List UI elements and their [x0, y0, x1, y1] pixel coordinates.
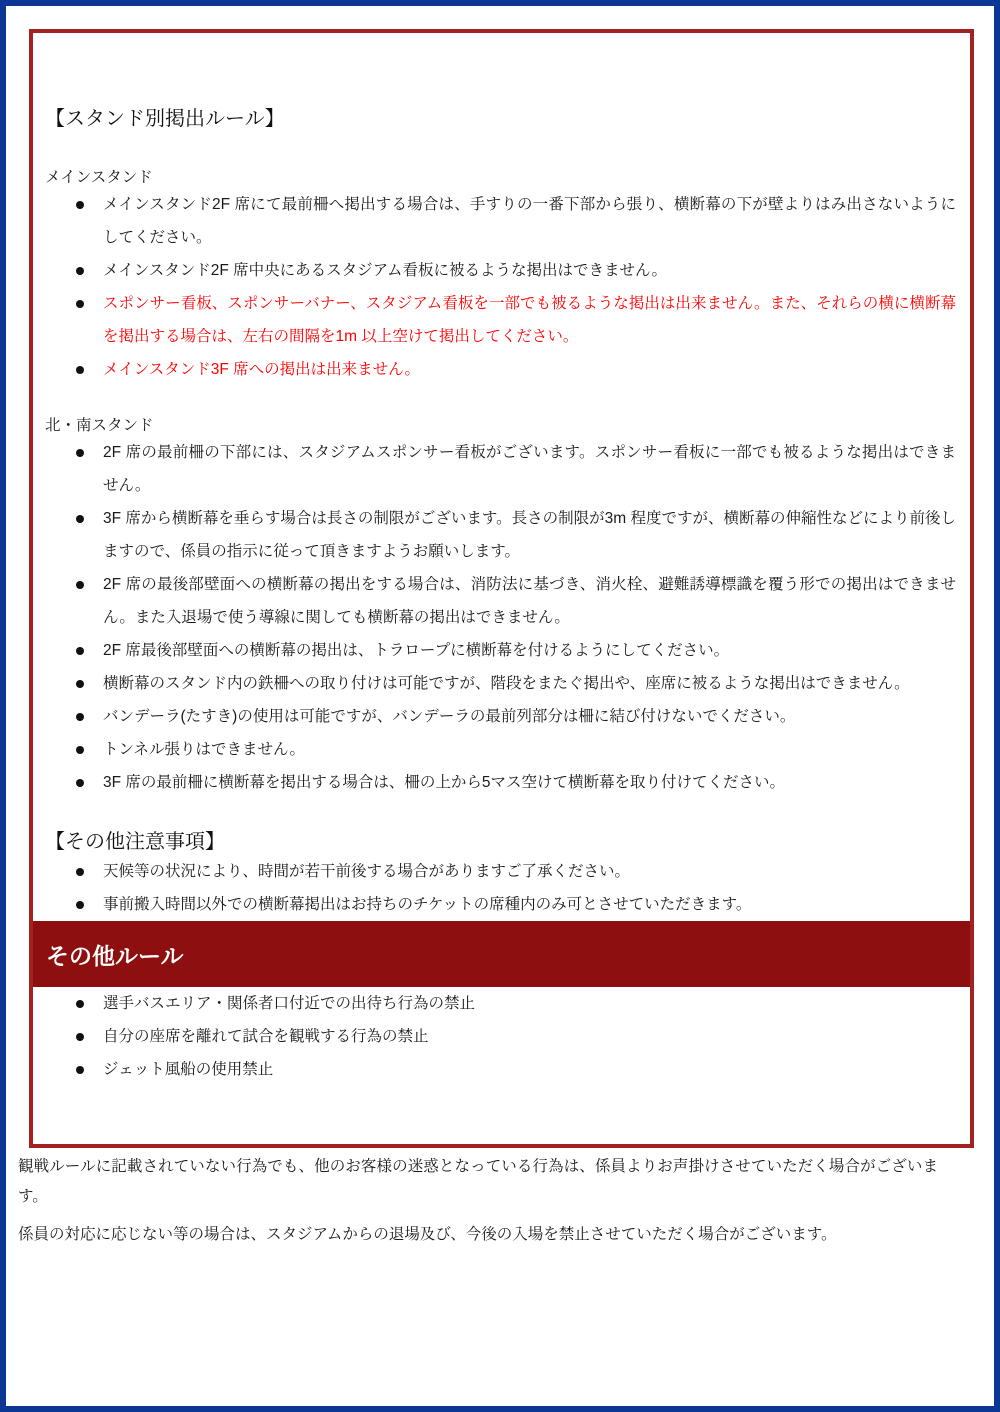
rule-text: バンデーラ(たすき)の使用は可能ですが、バンデーラの最前列部分は柵に結び付けないでください。 — [103, 708, 796, 725]
bullet-icon — [76, 1066, 84, 1074]
bullet-icon — [76, 515, 84, 523]
rule-text: トンネル張りはできません。 — [103, 741, 305, 758]
rule-text: メインスタンド3F 席への掲出は出来ません。 — [103, 361, 421, 378]
rule-item — [33, 855, 956, 888]
bullet-icon — [76, 647, 84, 655]
rule-item — [33, 987, 956, 1020]
rule-item — [33, 502, 956, 568]
main-stand-list — [33, 188, 970, 386]
rule-item — [33, 254, 956, 287]
rule-item — [33, 634, 956, 667]
footer-notes — [18, 1152, 938, 1250]
bullet-icon — [76, 868, 84, 876]
other-notes-list — [33, 855, 970, 921]
rule-item — [33, 188, 956, 254]
rule-text: 2F 席の最前柵の下部には、スタジアムスポンサー看板がございます。スポンサー看板に一部でも被るような掲出はできません。 — [103, 444, 956, 494]
rule-item — [33, 1020, 956, 1053]
rule-text: 横断幕のスタンド内の鉄柵への取り付けは可能ですが、階段をまたぐ掲出や、座席に被るような掲出はできません。 — [103, 675, 910, 692]
rule-item — [33, 766, 956, 799]
rules-box — [29, 29, 974, 1148]
footer-paragraph: 観戦ルールに記載されていない行為でも、他のお客様の迷惑となっている行為は、係員よりお声掛けさせていただく場合がございます。 — [18, 1158, 938, 1205]
rule-text: スポンサー看板、スポンサーバナー、スタジアム看板を一部でも被るような掲出は出来ません。また、それらの横に横断幕を掲出する場合は、左右の間隔を1m 以上空けて掲出してください。 — [103, 295, 956, 345]
rule-item — [33, 353, 956, 386]
rule-text: 事前搬入時間以外での横断幕掲出はお持ちのチケットの席種内のみ可とさせていただきます。 — [103, 896, 752, 913]
bullet-icon — [76, 201, 84, 209]
rule-text: メインスタンド2F 席中央にあるスタジアム看板に被るような掲出はできません。 — [103, 262, 667, 279]
other-rules-banner: その他ルール — [33, 921, 970, 987]
rule-text: 3F 席の最前柵に横断幕を掲出する場合は、柵の上から5マス空けて横断幕を取り付けてください。 — [103, 774, 786, 791]
bullet-icon — [76, 779, 84, 787]
rule-text: 自分の座席を離れて試合を観戦する行為の禁止 — [103, 1028, 429, 1045]
north-south-stand-list — [33, 436, 970, 799]
bullet-icon — [76, 581, 84, 589]
bullet-icon — [76, 901, 84, 909]
bullet-icon — [76, 680, 84, 688]
bullet-icon — [76, 449, 84, 457]
main-stand-title: メインスタンド — [45, 169, 153, 186]
north-south-stand-title: 北・南スタンド — [45, 417, 154, 434]
stand-rules-heading: 【スタンド別掲出ルール】 — [45, 108, 285, 130]
rule-item — [33, 436, 956, 502]
rule-item — [33, 287, 956, 353]
bullet-icon — [76, 300, 84, 308]
bullet-icon — [76, 1000, 84, 1008]
rule-text: 選手バスエリア・関係者口付近での出待ち行為の禁止 — [103, 995, 476, 1012]
rule-item — [33, 700, 956, 733]
rule-text: 2F 席最後部壁面への横断幕の掲出は、トラロープに横断幕を付けるようにしてください。 — [103, 642, 730, 659]
bullet-icon — [76, 1033, 84, 1041]
rule-text: 2F 席の最後部壁面への横断幕の掲出をする場合は、消防法に基づき、消火栓、避難誘導標識を覆う形での掲出はできません。また入退場で使う導線に関しても横断幕の掲出はできません。 — [103, 576, 956, 626]
bullet-icon — [76, 746, 84, 754]
bullet-icon — [76, 267, 84, 275]
rule-text: メインスタンド2F 席にて最前柵へ掲出する場合は、手すりの一番下部から張り、横断幕の下が壁よりはみ出さないようにしてください。 — [103, 196, 956, 246]
bullet-icon — [76, 366, 84, 374]
rule-item — [33, 667, 956, 700]
rule-text: ジェット風船の使用禁止 — [103, 1061, 274, 1078]
rule-item — [33, 1053, 956, 1086]
rule-item — [33, 733, 956, 766]
other-rules-list — [33, 987, 970, 1086]
rule-item — [33, 568, 956, 634]
rule-item — [33, 888, 956, 921]
other-notes-heading: 【その他注意事項】 — [45, 831, 225, 853]
rule-text: 3F 席から横断幕を垂らす場合は長さの制限がございます。長さの制限が3m 程度ですが、横断幕の伸縮性などにより前後しますので、係員の指示に従って頂きますようお願いします。 — [103, 510, 956, 560]
bullet-icon — [76, 713, 84, 721]
rule-text: 天候等の状況により、時間が若干前後する場合がありますご了承ください。 — [103, 863, 631, 880]
footer-paragraph: 係員の対応に応じない等の場合は、スタジアムからの退場及び、今後の入場を禁止させていただく場合がございます。 — [18, 1226, 837, 1243]
